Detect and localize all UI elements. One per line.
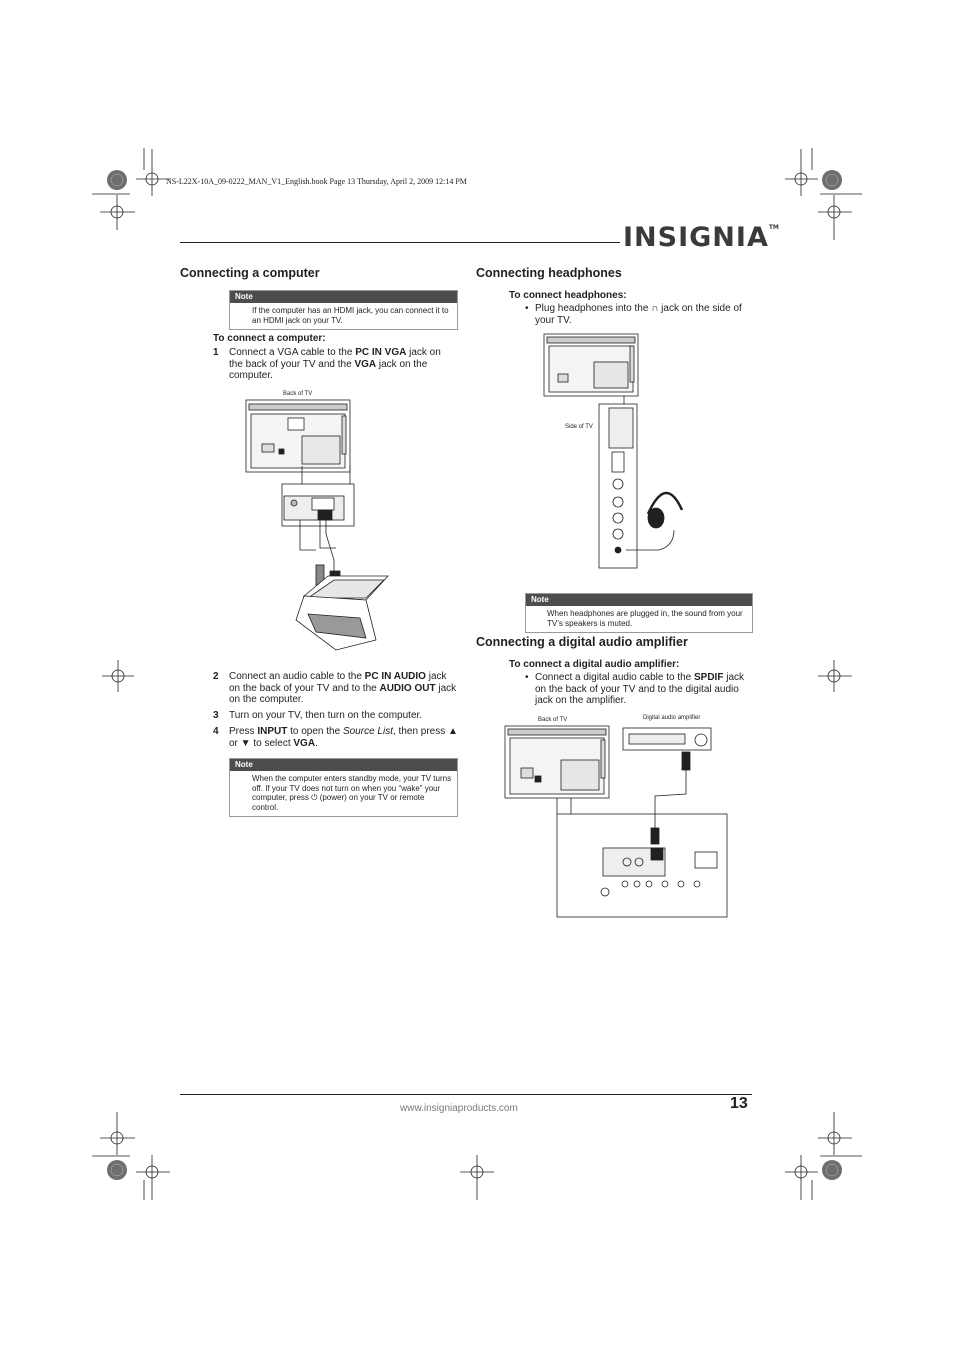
subheading-connect-digital-audio: To connect a digital audio amplifier: — [509, 659, 680, 670]
note-label: Note — [230, 291, 457, 303]
note-headphones — [525, 593, 753, 633]
power-icon: ⏻ — [311, 793, 318, 802]
computer-connection-diagram — [246, 400, 376, 660]
note-standby: Note When the computer enters standby mode, your TV turns off. If your TV does not turn on when you “wake” your computer, press ⏻ (power) on your TV or remote control. — [229, 758, 458, 817]
print-header: NS-L22X-10A_09-0222_MAN_V1_English.book Page 13 Thursday, April 2, 2009 12:14 PM — [166, 177, 467, 186]
digital-amplifier-diagram — [505, 724, 765, 924]
footer-url: www.insigniaproducts.com — [400, 1103, 518, 1114]
headphones-diagram — [544, 334, 694, 574]
note-label: Note — [230, 759, 457, 771]
note-text: When headphones are plugged in, the sound from your TV’s speakers is muted. — [547, 609, 743, 628]
page-number: 13 — [730, 1095, 748, 1112]
note-hdmi — [229, 290, 458, 330]
note-text: If the computer has an HDMI jack, you can connect it to an HDMI jack on your TV. — [252, 306, 449, 325]
note-label: Note — [526, 594, 752, 606]
header-rule — [180, 242, 620, 243]
figure-caption-back-of-tv-2: Back of TV — [538, 717, 568, 723]
figure-caption-side-of-tv: Side of TV — [565, 424, 593, 430]
heading-connecting-digital-audio: Connecting a digital audio amplifier — [476, 635, 688, 649]
insignia-logo: INSIGNIA™ — [623, 222, 779, 253]
figure-caption-back-of-tv: Back of TV — [283, 391, 313, 397]
heading-connecting-computer: Connecting a computer — [180, 266, 320, 280]
subheading-connect-computer: To connect a computer: — [213, 333, 326, 344]
headphone-icon: ∩ — [651, 303, 659, 314]
footer-rule — [180, 1094, 752, 1095]
figure-caption-amplifier: Digital audio amplifier — [643, 715, 701, 721]
subheading-connect-headphones: To connect headphones: — [509, 290, 627, 301]
heading-connecting-headphones: Connecting headphones — [476, 266, 622, 280]
